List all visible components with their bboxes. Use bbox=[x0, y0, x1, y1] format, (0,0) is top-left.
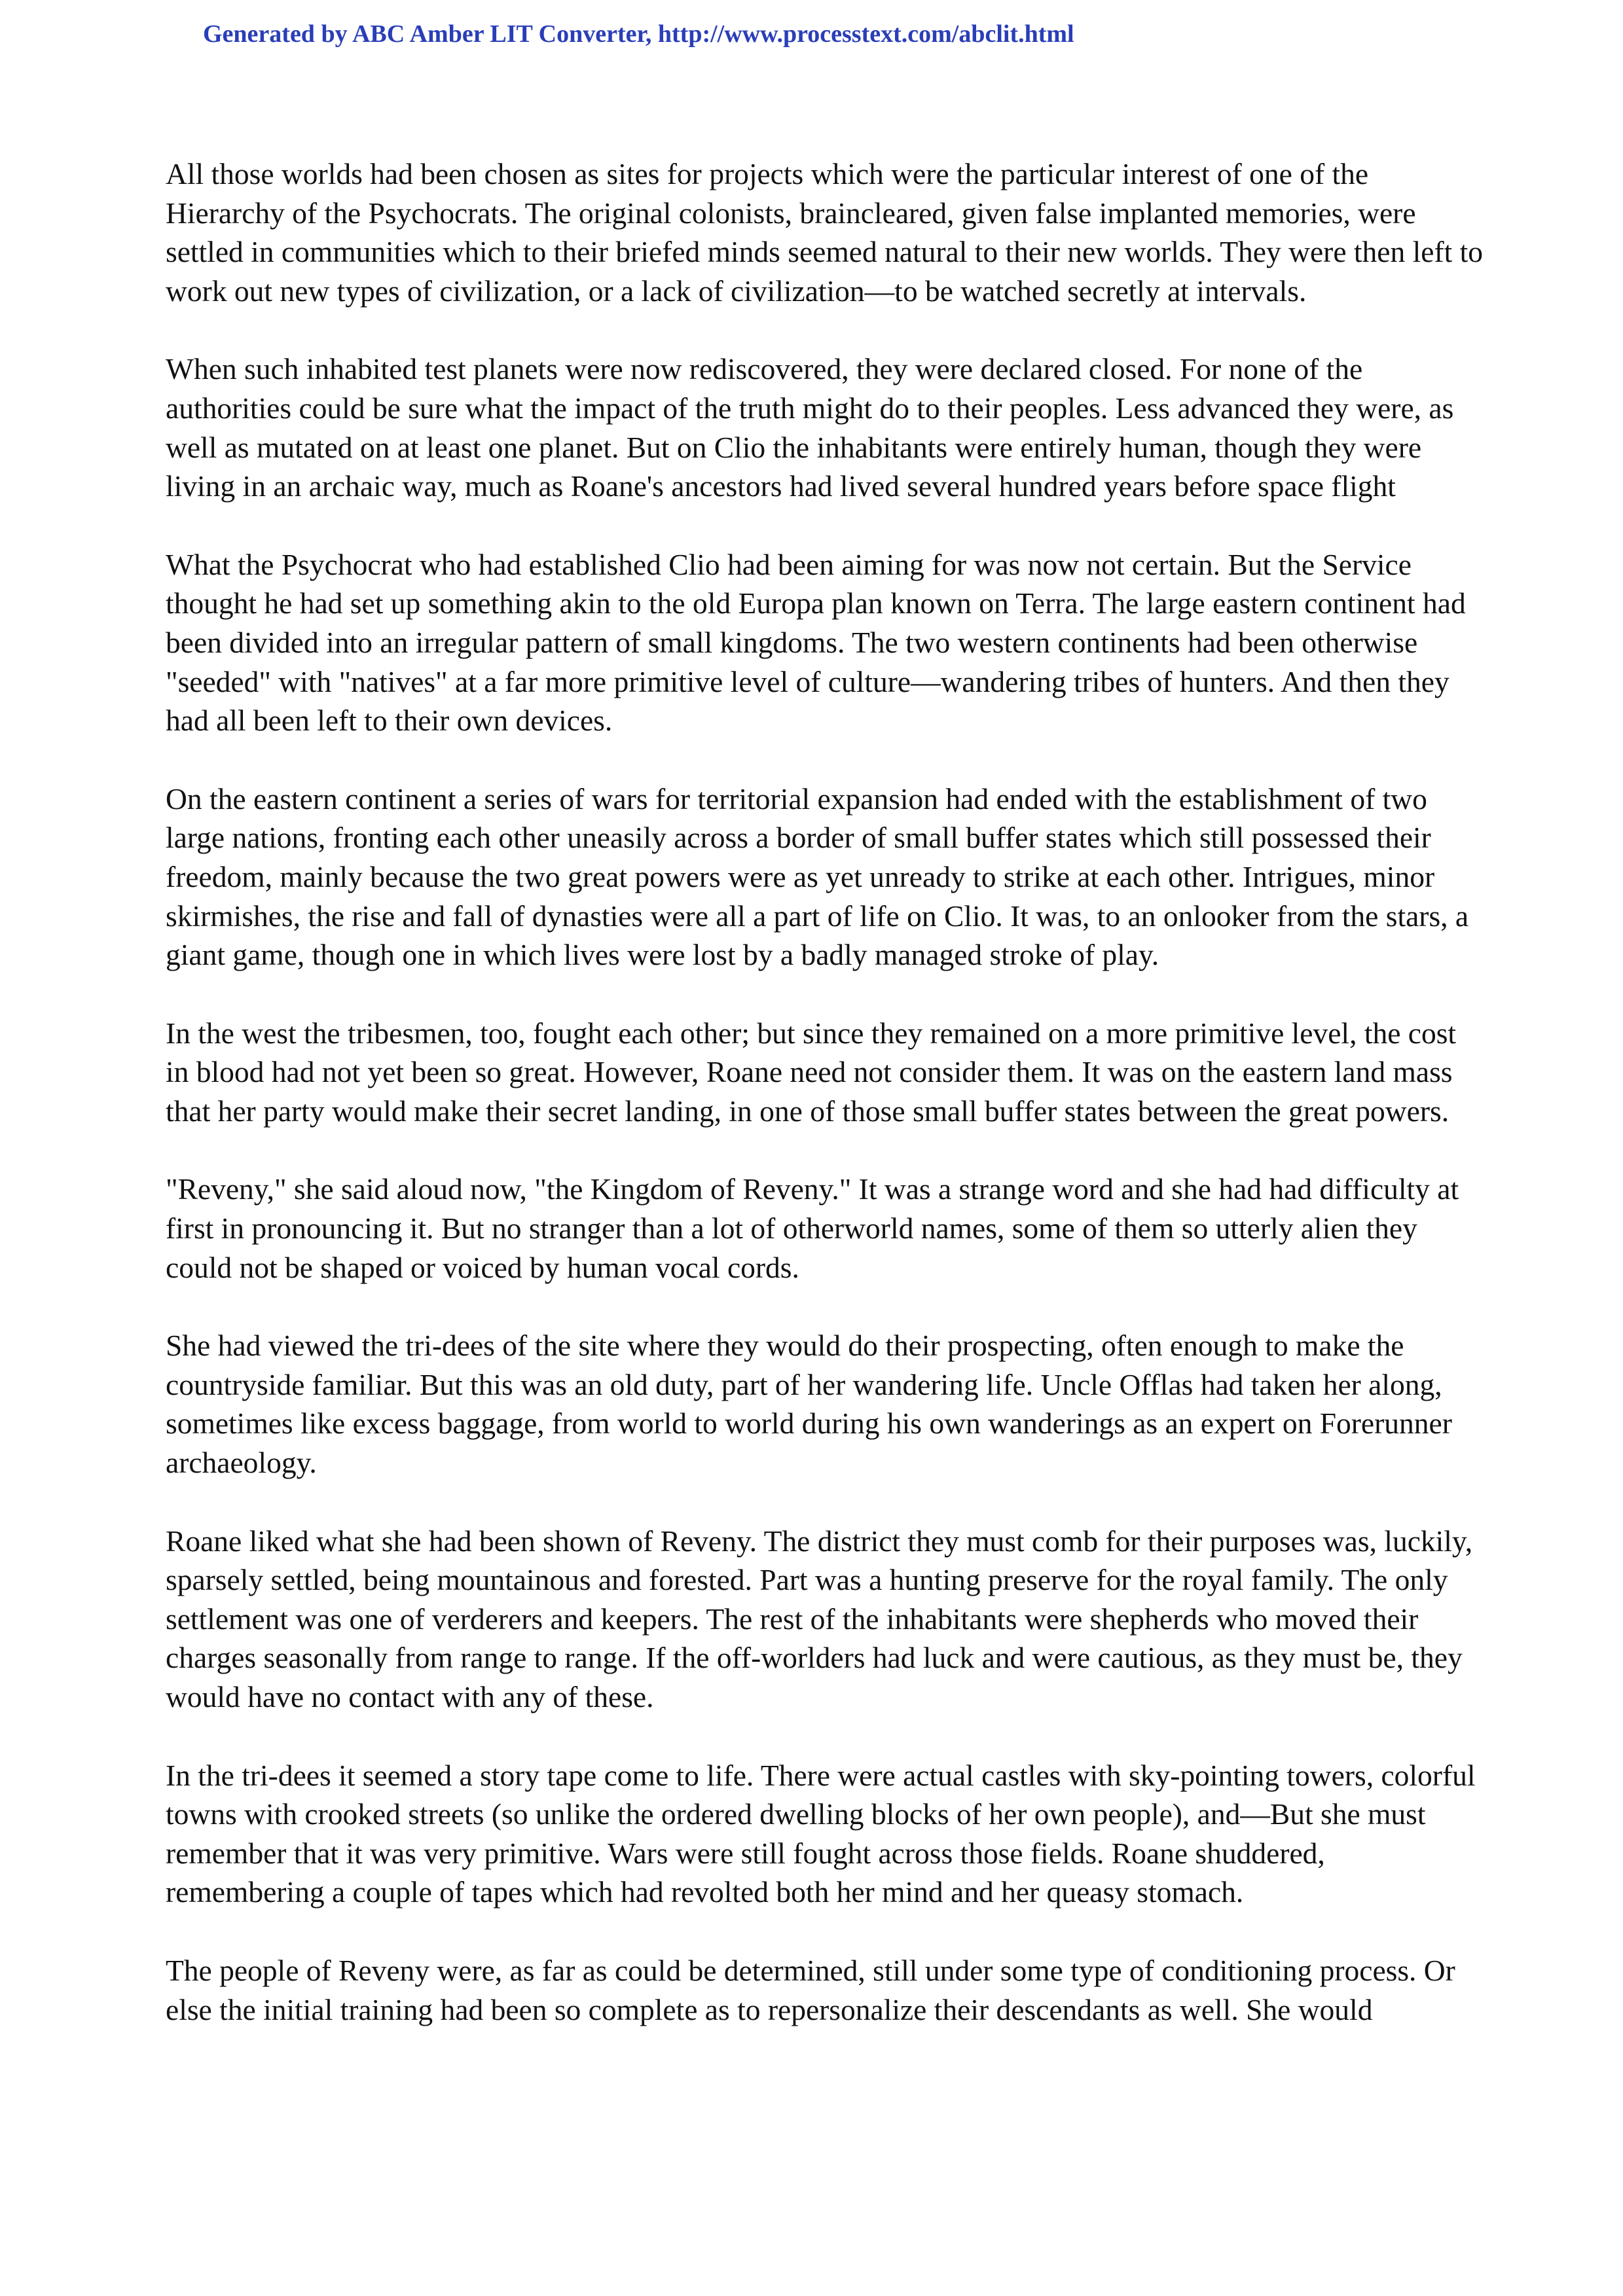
document-body bbox=[166, 154, 1485, 2029]
paragraph: On the eastern continent a series of wars for territorial expansion had ended with the establishment of two large nations, fronting each other uneasily across a border of small buffer states which still possessed their freedom, mainly because the two great powers were as yet unready to strike at each other. Intrigues, minor skirmishes, the rise and fall of dynasties were all a part of life on Clio. It was, to an onlooker from the stars, a giant game, though one in which lives were lost by a badly managed stroke of play. bbox=[166, 781, 1469, 972]
generator-banner: Generated by ABC Amber LIT Converter, http://www.processtext.com/abclit.html bbox=[203, 20, 1074, 48]
paragraph: Roane liked what she had been shown of Reveny. The district they must comb for their purposes was, luckily, sparsely settled, being mountainous and forested. Part was a hunting preserve for the royal family. The only settlement was one of verderers and keepers. The rest of the inhabitants were shepherds who moved their charges seasonally from range to range. If the off-worlders had luck and were cautious, as they must be, they would have no contact with any of these. bbox=[166, 1524, 1473, 1713]
paragraph: When such inhabited test planets were now rediscovered, they were declared closed. For none of the authorities could be sure what the impact of the truth might do to their peoples. Less advanced they were, as well as mutated on at least one planet. But on Clio the inhabitants were entirely human, though they were living in an archaic way, much as Roane's ancestors had lived several hundred years before space flight bbox=[166, 352, 1454, 503]
paragraph: In the tri-dees it seemed a story tape come to life. There were actual castles with sky-pointing towers, colorful towns with crooked streets (so unlike the ordered dwelling blocks of her own people), and—But she must remember that it was very primitive. Wars were still fought across those fields. Roane shuddered, remembering a couple of tapes which had revolted both her mind and her queasy stomach. bbox=[166, 1758, 1476, 1909]
paragraph: The people of Reveny were, as far as could be determined, still under some type of conditioning process. Or else the initial training had been so complete as to repersonalize their descendants as well. She would bbox=[166, 1953, 1455, 2026]
paragraph: "Reveny," she said aloud now, "the Kingdom of Reveny." It was a strange word and she had had difficulty at first in pronouncing it. But no stranger than a lot of otherworld names, some of them so utterly alien they could not be shaped or voiced by human vocal cords. bbox=[166, 1172, 1459, 1284]
paragraph: She had viewed the tri-dees of the site where they would do their prospecting, often enough to make the countryside familiar. But this was an old duty, part of her wandering life. Uncle Offlas had taken her along, sometimes like excess baggage, from world to world during his own wanderings as an expert on Forerunner archaeology. bbox=[166, 1329, 1452, 1480]
paragraph: All those worlds had been chosen as sites for projects which were the particular interest of one of the Hierarchy of the Psychocrats. The original colonists, braincleared, given false implanted memories, were settled in communities which to their briefed minds seemed natural to their new worlds. They were then left to work out new types of civilization, or a lack of civilization—to be watched secretly at intervals. bbox=[166, 157, 1483, 308]
paragraph: In the west the tribesmen, too, fought each other; but since they remained on a more primitive level, the cost in blood had not yet been so great. However, Roane need not consider them. It was on the eastern land mass that her party would make their secret landing, in one of those small buffer states between the great powers. bbox=[166, 1016, 1457, 1128]
paragraph: What the Psychocrat who had established Clio had been aiming for was now not certain. But the Service thought he had set up something akin to the old Europa plan known on Terra. The large eastern continent had been divided into an irregular pattern of small kingdoms. The two western continents had been otherwise "seeded" with "natives" at a far more primitive level of culture—wandering tribes of hunters. And then they had all been left to their own devices. bbox=[166, 547, 1466, 738]
